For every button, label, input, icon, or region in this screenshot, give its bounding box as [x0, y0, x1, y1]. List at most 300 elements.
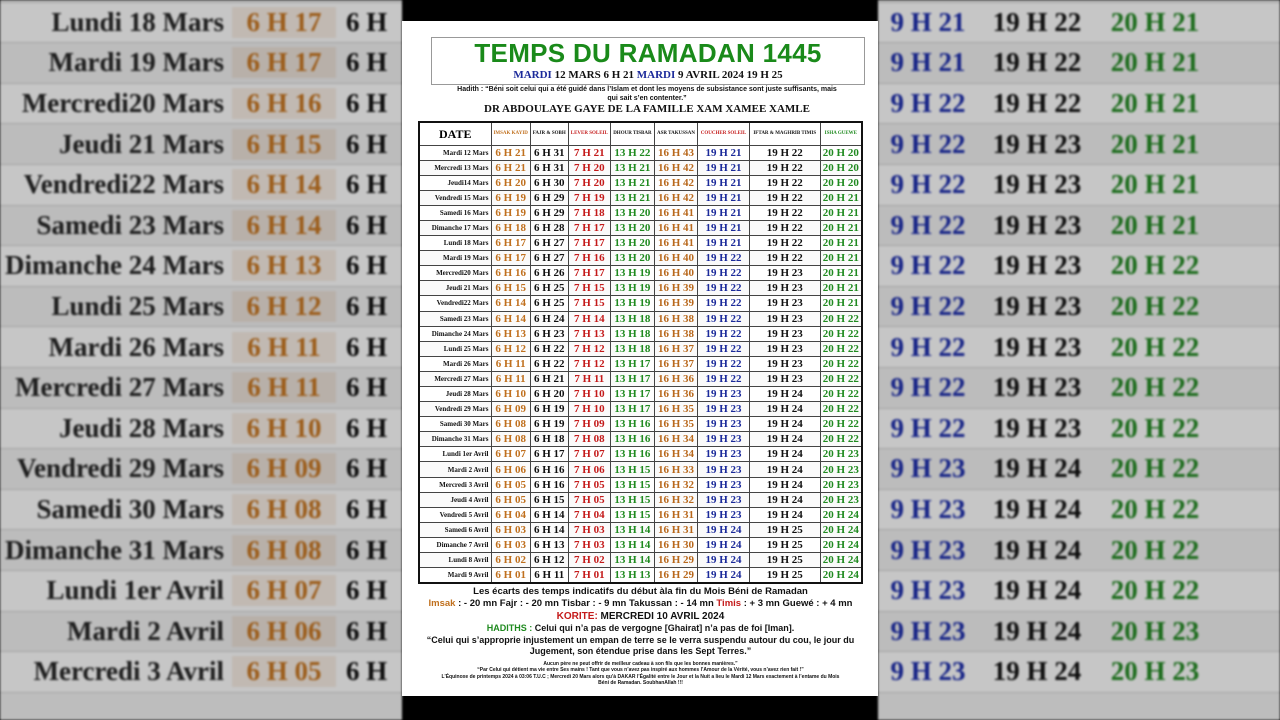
row-coucher: 19 H 23: [698, 477, 750, 492]
bg-right-cell: 19 H 24: [992, 575, 1082, 606]
row-iftar: 19 H 24: [749, 447, 820, 462]
row-coucher: 19 H 21: [698, 190, 750, 205]
row-asr: 16 H 29: [654, 568, 697, 584]
bg-right-cell: 9 H 22: [890, 88, 966, 119]
table-row: [419, 251, 862, 266]
row-isha: 20 H 24: [820, 507, 862, 522]
bg-right-cell: 9 H 23: [890, 656, 966, 687]
row-coucher: 19 H 22: [698, 311, 750, 326]
row-iftar: 19 H 24: [749, 507, 820, 522]
row-dhor: 13 H 18: [610, 326, 654, 341]
row-iftar: 19 H 24: [749, 477, 820, 492]
row-asr: 16 H 36: [654, 371, 697, 386]
bg-right-cell: 19 H 23: [992, 412, 1082, 443]
row-imsak: 6 H 13: [491, 326, 530, 341]
bg-right-cell: 19 H 23: [992, 291, 1082, 322]
row-lever: 7 H 14: [568, 311, 610, 326]
row-isha: 20 H 21: [820, 236, 862, 251]
bg-left-cell: Jeudi 28 Mars: [59, 412, 224, 443]
row-isha: 20 H 20: [820, 175, 862, 190]
bg-left-cell: 6 H 06: [232, 616, 336, 647]
table-row: [419, 447, 862, 462]
bg-right-cell: 20 H 21: [1110, 209, 1200, 240]
row-imsak: 6 H 06: [491, 462, 530, 477]
row-asr: 16 H 35: [654, 417, 697, 432]
row-lever: 7 H 05: [568, 477, 610, 492]
row-date: Mercredi 27 Mars: [419, 371, 491, 386]
row-lever: 7 H 12: [568, 341, 610, 356]
table-row: [419, 296, 862, 311]
row-isha: 20 H 21: [820, 296, 862, 311]
imsak-label: Imsak: [428, 598, 456, 609]
table-body: [419, 145, 862, 583]
row-fajr: 6 H 22: [530, 356, 568, 371]
bg-right-cell: 20 H 22: [1110, 250, 1200, 281]
table-row: [419, 341, 862, 356]
row-dhor: 13 H 19: [610, 281, 654, 296]
hadith-1-line: [418, 623, 863, 635]
row-imsak: 6 H 19: [491, 205, 530, 220]
row-iftar: 19 H 25: [749, 553, 820, 568]
row-dhor: 13 H 19: [610, 296, 654, 311]
row-coucher: 19 H 21: [698, 220, 750, 235]
row-dhor: 13 H 15: [610, 477, 654, 492]
row-iftar: 19 H 24: [749, 432, 820, 447]
bg-left-cell: 6 H 09: [232, 453, 336, 484]
row-dhor: 13 H 21: [610, 175, 654, 190]
row-dhor: 13 H 21: [610, 160, 654, 175]
row-asr: 16 H 32: [654, 492, 697, 507]
bg-left-cell: Dimanche 24 Mars: [5, 250, 224, 281]
small-note-2: “Par Celui qui détient ma vie entre Ses mains ! Tant que vous n’avez pas inspiré aux hommes l’Amour de la Vérité, vous n’avez rien fait !”: [477, 667, 804, 673]
row-lever: 7 H 05: [568, 492, 610, 507]
row-coucher: 19 H 21: [698, 145, 750, 160]
table-row: [419, 522, 862, 537]
row-dhor: 13 H 16: [610, 447, 654, 462]
row-coucher: 19 H 22: [698, 326, 750, 341]
bg-right-cell: 20 H 22: [1110, 412, 1200, 443]
row-dhor: 13 H 20: [610, 236, 654, 251]
row-fajr: 6 H 13: [530, 537, 568, 552]
table-row: [419, 402, 862, 417]
row-fajr: 6 H 30: [530, 175, 568, 190]
bg-right-cell: 9 H 22: [890, 372, 966, 403]
row-asr: 16 H 33: [654, 462, 697, 477]
author-line: DR ABDOULAYE GAYE DE LA FAMILLE XAM XAMEE XAMLE: [484, 103, 810, 115]
row-lever: 7 H 15: [568, 281, 610, 296]
row-asr: 16 H 40: [654, 266, 697, 281]
row-iftar: 19 H 23: [749, 371, 820, 386]
row-imsak: 6 H 05: [491, 492, 530, 507]
bg-left-cell: 6 H 13: [232, 250, 336, 281]
bg-left-cell: Lundi 1er Avril: [46, 575, 224, 606]
row-iftar: 19 H 24: [749, 492, 820, 507]
row-lever: 7 H 03: [568, 537, 610, 552]
row-imsak: 6 H 17: [491, 236, 530, 251]
row-coucher: 19 H 22: [698, 281, 750, 296]
row-asr: 16 H 35: [654, 402, 697, 417]
row-lever: 7 H 16: [568, 251, 610, 266]
row-date: Dimanche 24 Mars: [419, 326, 491, 341]
row-date: Samedi 6 Avril: [419, 522, 491, 537]
bg-left-cell: Vendredi22 Mars: [23, 169, 224, 200]
row-iftar: 19 H 22: [749, 190, 820, 205]
hadith-quote: Hadith : “Béni soit celui qui a été guidé dans l’Islam et dont les moyens de subsistance sont juste suffisants, mais qui sait s’en contenter.”: [457, 86, 837, 102]
row-asr: 16 H 37: [654, 341, 697, 356]
row-iftar: 19 H 22: [749, 145, 820, 160]
table-row: [419, 492, 862, 507]
bg-right-cell: 20 H 23: [1110, 656, 1200, 687]
bg-left-cell: 6 H: [346, 250, 388, 281]
row-imsak: 6 H 14: [491, 296, 530, 311]
row-coucher: 19 H 22: [698, 266, 750, 281]
row-asr: 16 H 41: [654, 220, 697, 235]
bg-left-cell: Jeudi 21 Mars: [59, 128, 224, 159]
row-lever: 7 H 10: [568, 402, 610, 417]
row-dhor: 13 H 17: [610, 356, 654, 371]
row-fajr: 6 H 18: [530, 432, 568, 447]
bg-right-cell: 19 H 24: [992, 494, 1082, 525]
row-isha: 20 H 22: [820, 371, 862, 386]
row-asr: 16 H 34: [654, 432, 697, 447]
row-lever: 7 H 03: [568, 522, 610, 537]
bg-right-cell: 19 H 24: [992, 453, 1082, 484]
bg-right-cell: 20 H 21: [1110, 128, 1200, 159]
row-imsak: 6 H 12: [491, 341, 530, 356]
row-fajr: 6 H 15: [530, 492, 568, 507]
table-row: [419, 266, 862, 281]
korite-line: [418, 610, 863, 623]
bg-right-cell: 20 H 21: [1110, 6, 1200, 37]
bg-left-cell: 6 H: [346, 6, 388, 37]
row-dhor: 13 H 20: [610, 220, 654, 235]
table-row: [419, 356, 862, 371]
small-note-1: Aucun père ne peut offrir de meilleur cadeau à son fils que les bonnes manières.”: [543, 660, 738, 667]
bg-left-cell: 6 H 14: [232, 169, 336, 200]
bg-right-cell: 9 H 23: [890, 494, 966, 525]
row-asr: 16 H 32: [654, 477, 697, 492]
bg-right-cell: 19 H 23: [992, 250, 1082, 281]
row-fajr: 6 H 22: [530, 341, 568, 356]
bg-left-cell: 6 H 12: [232, 291, 336, 322]
table-row: [419, 281, 862, 296]
bg-left-cell: 6 H 15: [232, 129, 336, 160]
row-date: Mardi 19 Mars: [419, 251, 491, 266]
start-date: 12 MARS 6 H 21: [554, 69, 635, 81]
timis-offsets: : + 3 mn Guewé : + 4 mn: [741, 598, 853, 609]
timis-label: Timis: [716, 598, 742, 609]
row-dhor: 13 H 17: [610, 387, 654, 402]
background-left-blur: [0, 0, 402, 720]
row-coucher: 19 H 23: [698, 492, 750, 507]
row-imsak: 6 H 11: [491, 371, 530, 386]
row-date: Jeudi14 Mars: [419, 175, 491, 190]
row-date: Vendredi22 Mars: [419, 296, 491, 311]
bg-right-cell: 20 H 22: [1110, 575, 1200, 606]
row-imsak: 6 H 02: [491, 553, 530, 568]
bg-right-cell: 20 H 22: [1110, 494, 1200, 525]
bg-left-cell: 6 H: [346, 88, 388, 119]
row-imsak: 6 H 20: [491, 175, 530, 190]
row-isha: 20 H 22: [820, 326, 862, 341]
row-date: Jeudi 28 Mars: [419, 387, 491, 402]
row-iftar: 19 H 22: [749, 160, 820, 175]
background-dim: [878, 0, 1280, 720]
row-fajr: 6 H 11: [530, 568, 568, 584]
bg-right-cell: 9 H 21: [890, 6, 966, 37]
korite-label: KORITE:: [556, 611, 598, 622]
row-date: Mardi 9 Avril: [419, 568, 491, 584]
row-imsak: 6 H 21: [491, 160, 530, 175]
row-imsak: 6 H 04: [491, 507, 530, 522]
bg-left-cell: 6 H: [346, 453, 388, 484]
table-row: [419, 417, 862, 432]
row-dhor: 13 H 13: [610, 568, 654, 584]
bg-right-cell: 20 H 21: [1110, 169, 1200, 200]
row-date: Lundi 18 Mars: [419, 236, 491, 251]
bg-right-cell: 20 H 22: [1110, 331, 1200, 362]
row-coucher: 19 H 23: [698, 387, 750, 402]
row-asr: 16 H 39: [654, 296, 697, 311]
bg-right-cell: 20 H 21: [1110, 47, 1200, 78]
header-lever: LEVER SOLEIL: [568, 122, 610, 145]
row-imsak: 6 H 01: [491, 568, 530, 584]
row-isha: 20 H 21: [820, 281, 862, 296]
row-asr: 16 H 29: [654, 553, 697, 568]
row-dhor: 13 H 15: [610, 507, 654, 522]
row-coucher: 19 H 21: [698, 160, 750, 175]
bg-right-cell: 9 H 23: [890, 453, 966, 484]
row-isha: 20 H 22: [820, 402, 862, 417]
bg-left-cell: 6 H: [346, 534, 388, 565]
bg-right-cell: 9 H 21: [890, 47, 966, 78]
row-asr: 16 H 34: [654, 447, 697, 462]
row-fajr: 6 H 17: [530, 447, 568, 462]
row-imsak: 6 H 03: [491, 537, 530, 552]
bg-right-cell: 9 H 23: [890, 534, 966, 565]
row-lever: 7 H 15: [568, 296, 610, 311]
row-iftar: 19 H 25: [749, 568, 820, 584]
hadith-1: Celui qui n’a pas de vergogne [Ghairat] n’a pas de foi [Iman].: [532, 623, 795, 633]
row-date: Dimanche 31 Mars: [419, 432, 491, 447]
row-asr: 16 H 42: [654, 175, 697, 190]
bg-left-cell: 6 H 08: [232, 535, 336, 566]
row-iftar: 19 H 23: [749, 356, 820, 371]
row-date: Vendredi 5 Avril: [419, 507, 491, 522]
bg-right-cell: 20 H 23: [1110, 615, 1200, 646]
row-lever: 7 H 02: [568, 553, 610, 568]
row-dhor: 13 H 14: [610, 522, 654, 537]
header-date: DATE: [419, 122, 491, 145]
row-date: Jeudi 4 Avril: [419, 492, 491, 507]
bg-left-cell: Mercredi20 Mars: [21, 88, 224, 119]
row-asr: 16 H 41: [654, 205, 697, 220]
row-coucher: 19 H 23: [698, 402, 750, 417]
bg-left-cell: 6 H: [346, 575, 388, 606]
row-fajr: 6 H 14: [530, 507, 568, 522]
row-imsak: 6 H 07: [491, 447, 530, 462]
row-coucher: 19 H 22: [698, 356, 750, 371]
row-dhor: 13 H 15: [610, 492, 654, 507]
row-isha: 20 H 21: [820, 251, 862, 266]
row-iftar: 19 H 25: [749, 537, 820, 552]
row-imsak: 6 H 15: [491, 281, 530, 296]
row-isha: 20 H 23: [820, 447, 862, 462]
row-lever: 7 H 17: [568, 236, 610, 251]
row-isha: 20 H 22: [820, 432, 862, 447]
row-imsak: 6 H 17: [491, 251, 530, 266]
table-row: [419, 507, 862, 522]
bg-right-cell: 19 H 23: [992, 169, 1082, 200]
table-row: [419, 462, 862, 477]
bg-right-cell: 9 H 22: [890, 412, 966, 443]
bg-left-cell: Dimanche 31 Mars: [5, 534, 224, 565]
timetable: [418, 121, 863, 584]
row-dhor: 13 H 14: [610, 553, 654, 568]
bg-left-cell: Vendredi 29 Mars: [16, 453, 224, 484]
table-row: [419, 537, 862, 552]
row-asr: 16 H 38: [654, 311, 697, 326]
title-box: [431, 37, 865, 85]
row-imsak: 6 H 18: [491, 220, 530, 235]
row-date: Mercredi 13 Mars: [419, 160, 491, 175]
bg-left-cell: 6 H 16: [232, 88, 336, 119]
row-date: Mercredi 3 Avril: [419, 477, 491, 492]
row-date: Lundi 8 Avril: [419, 553, 491, 568]
row-dhor: 13 H 18: [610, 311, 654, 326]
bg-left-cell: 6 H: [346, 291, 388, 322]
row-lever: 7 H 12: [568, 356, 610, 371]
table-row: [419, 326, 862, 341]
row-dhor: 13 H 20: [610, 205, 654, 220]
row-date: Samedi 30 Mars: [419, 417, 491, 432]
row-fajr: 6 H 31: [530, 145, 568, 160]
end-date: 9 AVRIL 2024 19 H 25: [678, 69, 783, 81]
background-dim: [0, 0, 402, 720]
row-fajr: 6 H 21: [530, 371, 568, 386]
row-asr: 16 H 43: [654, 145, 697, 160]
row-coucher: 19 H 23: [698, 417, 750, 432]
bg-left-cell: 6 H: [346, 128, 388, 159]
row-coucher: 19 H 24: [698, 537, 750, 552]
bg-left-cell: 6 H: [346, 47, 388, 78]
row-coucher: 19 H 24: [698, 553, 750, 568]
table-row: [419, 190, 862, 205]
bg-right-cell: 20 H 22: [1110, 534, 1200, 565]
row-fajr: 6 H 19: [530, 402, 568, 417]
row-isha: 20 H 21: [820, 190, 862, 205]
small-note-3: L’Équinoxe de printemps 2024 à 03:06 T.U.C ; Mercredi 20 Mars alors qu’à DAKAR l’Égalité entre le Jour et la Nuit a lieu le Mardi 12 Mars exactement à l’entame du Mois Béni de Ramadan. SoubhanAllah !!!: [441, 673, 840, 686]
footer-notes: [418, 586, 863, 687]
row-asr: 16 H 39: [654, 281, 697, 296]
bg-left-cell: 6 H: [346, 331, 388, 362]
row-imsak: 6 H 08: [491, 432, 530, 447]
row-iftar: 19 H 23: [749, 341, 820, 356]
row-isha: 20 H 23: [820, 492, 862, 507]
row-lever: 7 H 07: [568, 447, 610, 462]
row-lever: 7 H 06: [568, 462, 610, 477]
row-isha: 20 H 24: [820, 522, 862, 537]
table-row: [419, 236, 862, 251]
bg-right-cell: 19 H 22: [992, 47, 1082, 78]
bg-left-cell: 6 H 17: [232, 7, 336, 38]
header-isha: ISHA GUEWE: [820, 122, 862, 145]
row-dhor: 13 H 15: [610, 462, 654, 477]
row-coucher: 19 H 23: [698, 447, 750, 462]
row-fajr: 6 H 28: [530, 220, 568, 235]
row-fajr: 6 H 29: [530, 205, 568, 220]
row-iftar: 19 H 23: [749, 281, 820, 296]
row-iftar: 19 H 24: [749, 402, 820, 417]
bg-right-cell: 19 H 22: [992, 88, 1082, 119]
row-coucher: 19 H 23: [698, 462, 750, 477]
row-fajr: 6 H 19: [530, 417, 568, 432]
row-iftar: 19 H 22: [749, 175, 820, 190]
row-date: Lundi 1er Avril: [419, 447, 491, 462]
row-isha: 20 H 24: [820, 568, 862, 584]
row-iftar: 19 H 24: [749, 462, 820, 477]
row-coucher: 19 H 23: [698, 432, 750, 447]
header-imsak: IMSAK KAYID: [491, 122, 530, 145]
row-asr: 16 H 36: [654, 387, 697, 402]
bg-left-cell: 6 H: [346, 412, 388, 443]
bg-left-cell: 6 H: [346, 615, 388, 646]
hadiths-label: HADITHS :: [486, 623, 533, 633]
row-coucher: 19 H 22: [698, 371, 750, 386]
row-asr: 16 H 42: [654, 190, 697, 205]
row-date: Mercredi20 Mars: [419, 266, 491, 281]
row-date: Mardi 2 Avril: [419, 462, 491, 477]
row-imsak: 6 H 21: [491, 145, 530, 160]
row-fajr: 6 H 24: [530, 311, 568, 326]
table-row: [419, 311, 862, 326]
row-asr: 16 H 40: [654, 251, 697, 266]
document-title: TEMPS DU RAMADAN 1445: [474, 38, 822, 68]
row-isha: 20 H 21: [820, 266, 862, 281]
row-coucher: 19 H 24: [698, 522, 750, 537]
bg-right-cell: 19 H 22: [992, 6, 1082, 37]
bg-left-cell: 6 H: [346, 209, 388, 240]
bg-left-cell: 6 H 14: [232, 210, 336, 241]
row-asr: 16 H 42: [654, 160, 697, 175]
row-isha: 20 H 20: [820, 160, 862, 175]
row-asr: 16 H 30: [654, 537, 697, 552]
row-dhor: 13 H 16: [610, 432, 654, 447]
ramadan-timetable-document: [402, 21, 878, 696]
row-dhor: 13 H 21: [610, 190, 654, 205]
table-row: [419, 387, 862, 402]
bg-right-cell: 19 H 24: [992, 534, 1082, 565]
row-date: Samedi 23 Mars: [419, 311, 491, 326]
row-lever: 7 H 20: [568, 175, 610, 190]
table-row: [419, 205, 862, 220]
row-isha: 20 H 24: [820, 537, 862, 552]
row-lever: 7 H 17: [568, 266, 610, 281]
row-imsak: 6 H 19: [491, 190, 530, 205]
row-iftar: 19 H 25: [749, 522, 820, 537]
row-imsak: 6 H 08: [491, 417, 530, 432]
row-dhor: 13 H 17: [610, 402, 654, 417]
row-fajr: 6 H 25: [530, 296, 568, 311]
bg-right-cell: 20 H 21: [1110, 88, 1200, 119]
row-lever: 7 H 04: [568, 507, 610, 522]
row-dhor: 13 H 16: [610, 417, 654, 432]
row-iftar: 19 H 23: [749, 326, 820, 341]
row-dhor: 13 H 19: [610, 266, 654, 281]
row-date: Mardi 12 Mars: [419, 145, 491, 160]
row-lever: 7 H 10: [568, 387, 610, 402]
bg-left-cell: 6 H 07: [232, 575, 336, 606]
